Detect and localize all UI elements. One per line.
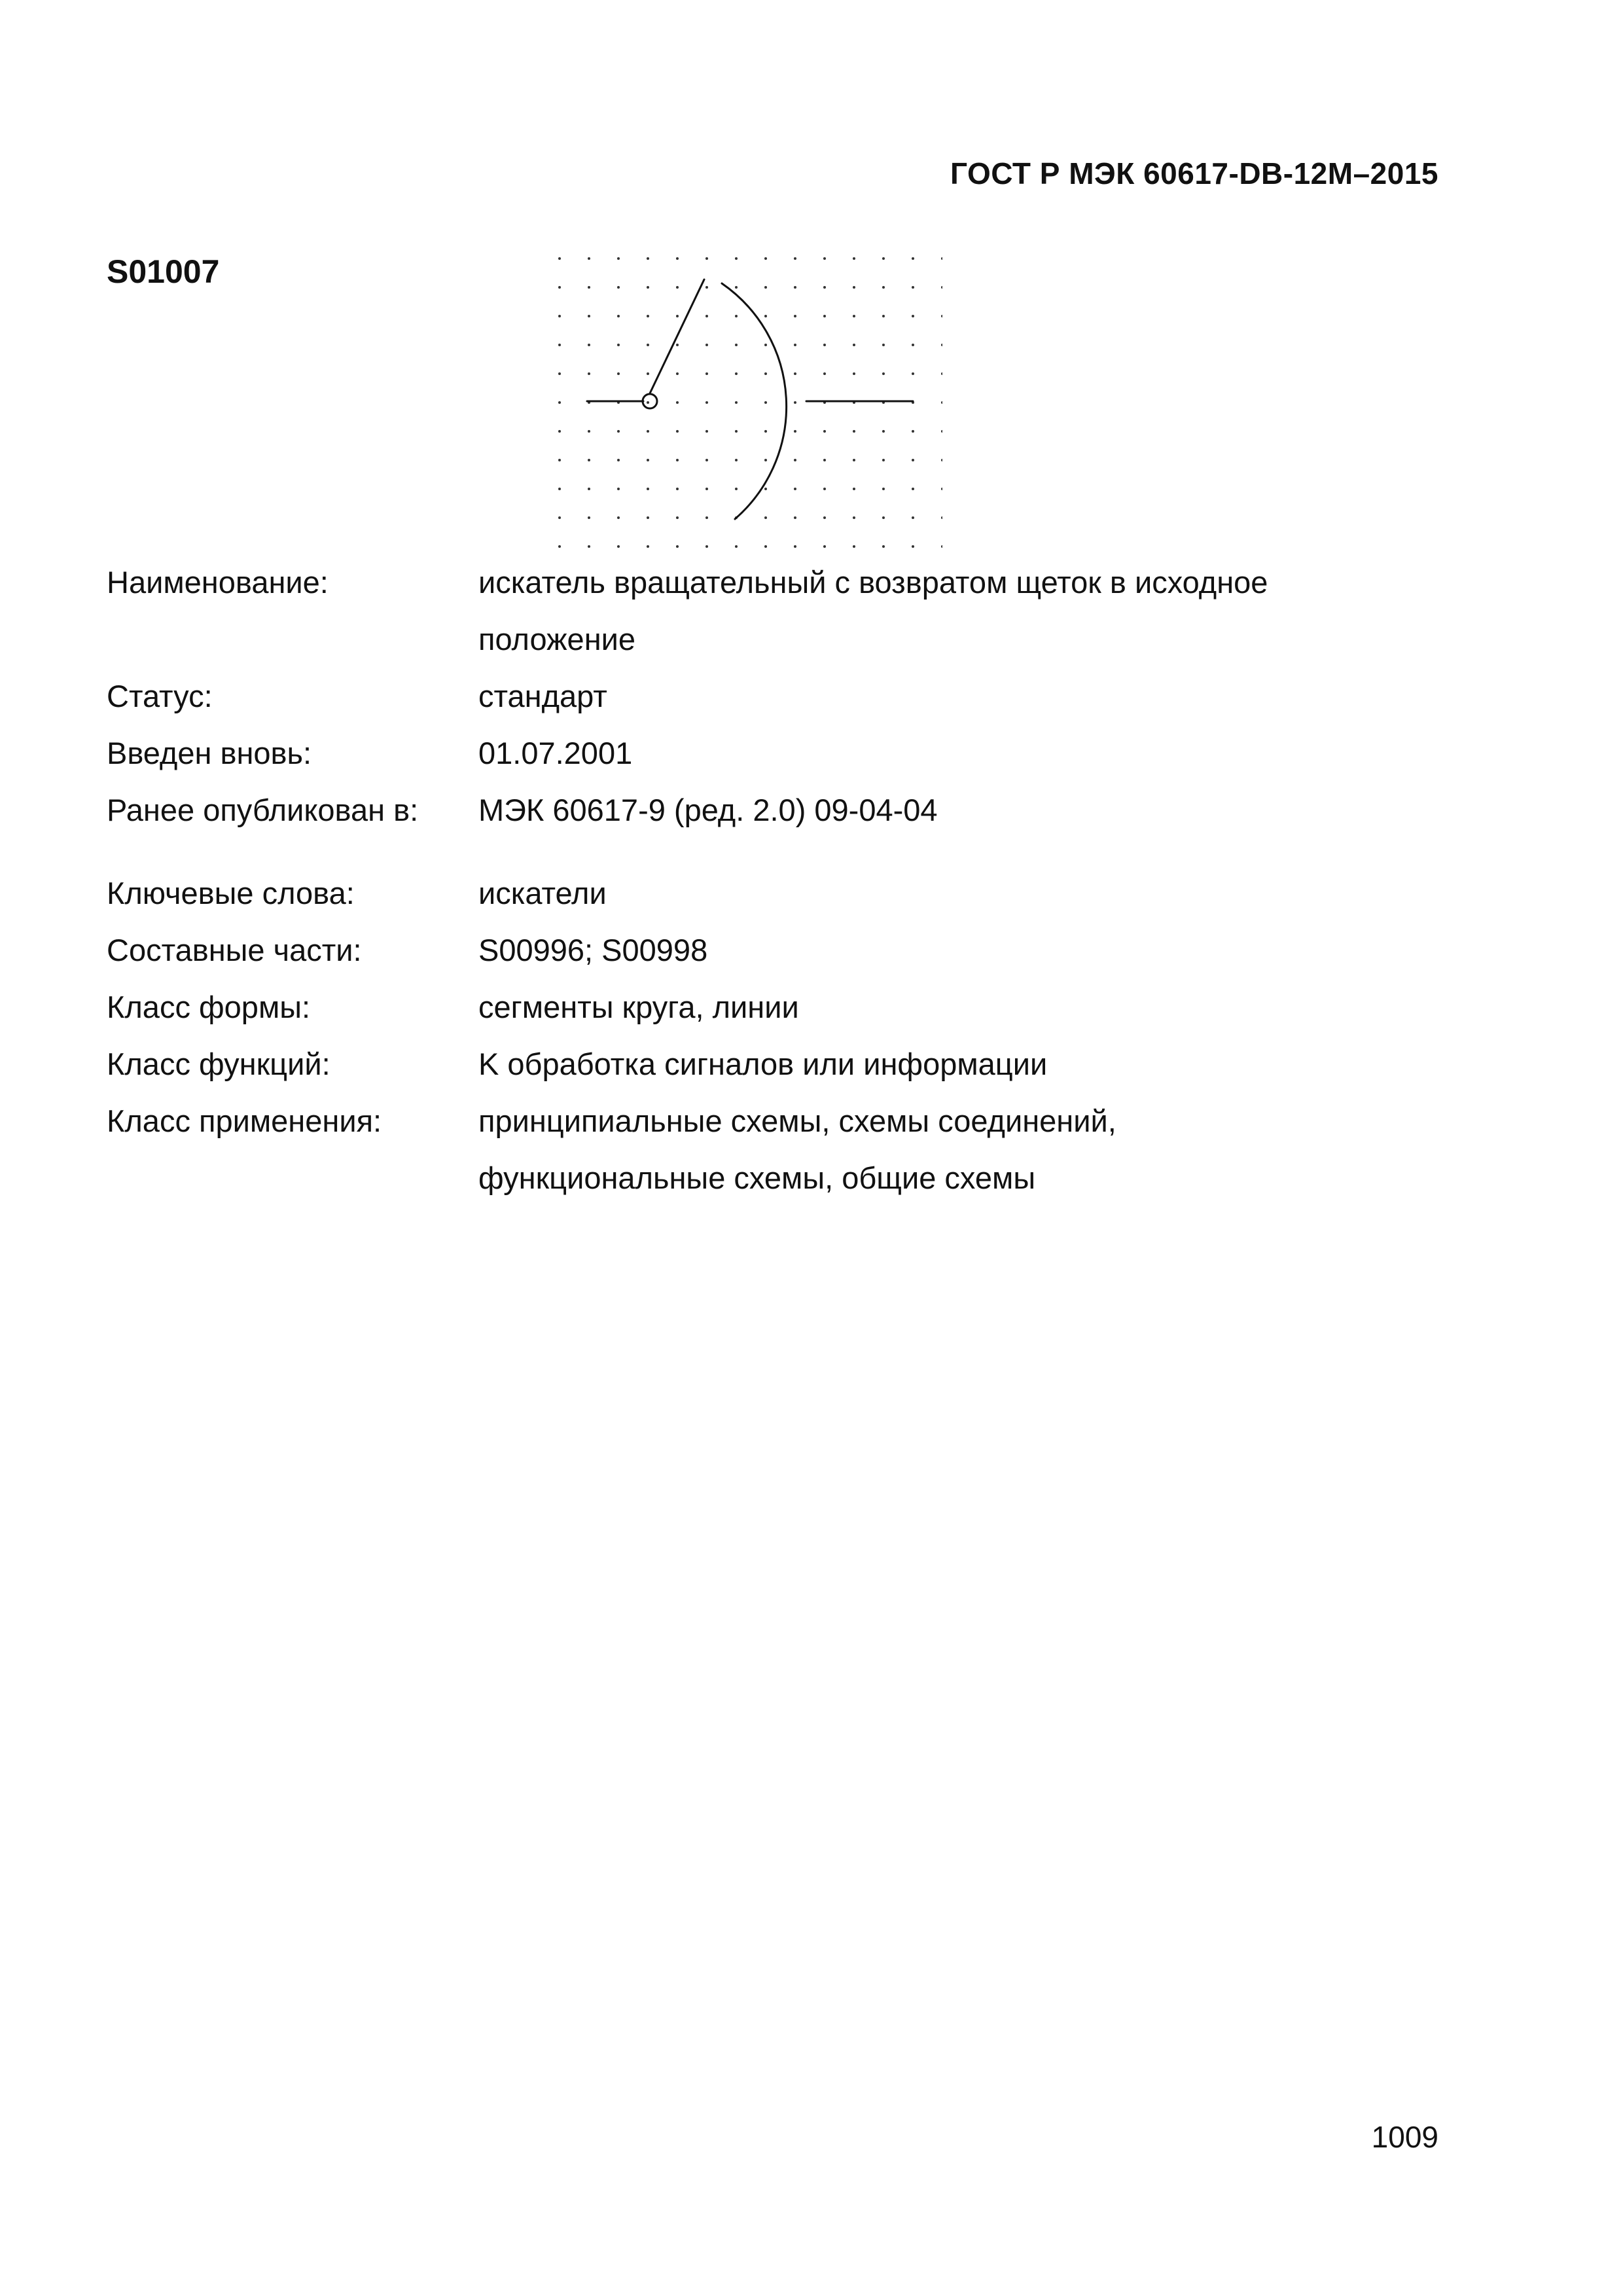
grid-dot <box>853 372 855 375</box>
grid-dot <box>941 488 942 490</box>
grid-dot <box>588 545 590 548</box>
grid-dot <box>794 286 796 289</box>
grid-dot <box>705 430 708 433</box>
grid-dot <box>882 372 885 375</box>
grid-dot <box>705 286 708 289</box>
grid-dot <box>676 344 679 346</box>
grid-dot <box>676 257 679 260</box>
field-value-line: искатель вращательный с возвратом щеток в исходное <box>478 565 1268 600</box>
field-label: Класс формы: <box>107 990 311 1024</box>
grid-dot <box>617 344 620 346</box>
grid-dot <box>823 315 826 317</box>
grid-dot <box>764 372 767 375</box>
grid-dot <box>676 372 679 375</box>
field-label: Класс функций: <box>107 1047 330 1081</box>
grid-dot <box>764 488 767 490</box>
grid-dot <box>912 545 914 548</box>
symbol-id: S01007 <box>107 253 220 290</box>
field-value <box>478 865 1460 922</box>
grid-dot <box>617 545 620 548</box>
grid-dot <box>882 315 885 317</box>
grid-dot <box>764 315 767 317</box>
grid-dot <box>823 488 826 490</box>
grid-dot <box>705 516 708 519</box>
pivot-circle <box>643 394 657 408</box>
field-value-line: 01.07.2001 <box>478 736 633 770</box>
grid-dot <box>823 257 826 260</box>
grid-dot <box>882 488 885 490</box>
grid-dot <box>882 344 885 346</box>
grid-dot <box>912 344 914 346</box>
grid-dot <box>735 372 738 375</box>
grid-dot <box>676 430 679 433</box>
grid-dot <box>794 488 796 490</box>
grid-dot <box>676 286 679 289</box>
grid-dot <box>676 459 679 461</box>
symbol-graphic <box>550 249 942 556</box>
grid-dot <box>705 488 708 490</box>
grid-dot <box>853 459 855 461</box>
grid-dot <box>794 401 796 404</box>
grid-dot <box>735 545 738 548</box>
grid-dot <box>705 315 708 317</box>
field-value <box>478 554 1460 668</box>
grid-dot <box>735 315 738 317</box>
grid-dot <box>558 315 561 317</box>
grid-dot <box>882 257 885 260</box>
grid-dot <box>705 401 708 404</box>
grid-dot <box>705 372 708 375</box>
grid-dot <box>558 372 561 375</box>
field-value-line: S00996; S00998 <box>478 933 708 967</box>
grid-dot <box>941 257 942 260</box>
grid-dot <box>912 459 914 461</box>
grid-dot <box>853 257 855 260</box>
grid-dot <box>764 459 767 461</box>
grid-dot <box>558 257 561 260</box>
grid-dot <box>882 516 885 519</box>
field-value-line: положение <box>478 622 636 656</box>
wiper-arm-line <box>650 279 704 393</box>
grid-dot <box>676 545 679 548</box>
grid-dot <box>647 344 649 346</box>
grid-dot <box>558 430 561 433</box>
grid-dot <box>588 344 590 346</box>
standard-code: ГОСТ Р МЭК 60617-DB-12M–2015 <box>950 156 1438 190</box>
grid-dot <box>823 430 826 433</box>
grid-dot <box>823 372 826 375</box>
grid-dot <box>823 516 826 519</box>
grid-dot <box>735 430 738 433</box>
grid-dot <box>705 545 708 548</box>
grid-dot <box>617 286 620 289</box>
grid-dot <box>647 516 649 519</box>
field-value <box>478 1035 1460 1092</box>
grid-dot <box>558 545 561 548</box>
grid-dot <box>823 344 826 346</box>
grid-dot <box>941 430 942 433</box>
grid-dot <box>735 344 738 346</box>
grid-dot <box>941 286 942 289</box>
grid-dot <box>647 401 649 404</box>
grid-dot <box>617 257 620 260</box>
grid-dot <box>853 545 855 548</box>
grid-dot <box>853 315 855 317</box>
grid-dot <box>794 257 796 260</box>
grid-dot <box>912 257 914 260</box>
grid-dot <box>794 459 796 461</box>
grid-dot <box>853 488 855 490</box>
grid-dot <box>882 430 885 433</box>
grid-dot <box>794 344 796 346</box>
grid-dot <box>588 372 590 375</box>
grid-dot <box>588 430 590 433</box>
field-value <box>478 922 1460 978</box>
grid-dot <box>676 315 679 317</box>
grid-dot <box>794 315 796 317</box>
field-label: Класс применения: <box>107 1103 382 1138</box>
grid-dot <box>823 459 826 461</box>
grid-dot <box>853 286 855 289</box>
grid-dot <box>735 401 738 404</box>
grid-dot <box>912 430 914 433</box>
grid-dot <box>558 344 561 346</box>
field-label: Ключевые слова: <box>107 876 355 910</box>
grid-dot <box>882 459 885 461</box>
grid-dot <box>882 545 885 548</box>
grid-dot <box>941 516 942 519</box>
grid-dot <box>617 459 620 461</box>
grid-dot <box>617 372 620 375</box>
grid-dot <box>941 459 942 461</box>
field-value-line: МЭК 60617-9 (ред. 2.0) 09-04-04 <box>478 793 938 827</box>
grid-dot <box>735 257 738 260</box>
grid-dot <box>558 286 561 289</box>
field-value-line: стандарт <box>478 679 607 713</box>
field-value-line: искатели <box>478 876 607 910</box>
field-label: Статус: <box>107 679 213 713</box>
grid-dot <box>912 286 914 289</box>
grid-dot <box>853 430 855 433</box>
grid-dot <box>647 430 649 433</box>
field-label: Введен вновь: <box>107 736 312 770</box>
grid-dot <box>588 286 590 289</box>
grid-dot <box>764 545 767 548</box>
grid-dot <box>588 459 590 461</box>
grid-dot <box>941 315 942 317</box>
grid-dot <box>676 401 679 404</box>
grid-dot <box>647 286 649 289</box>
field-value <box>478 1092 1460 1206</box>
grid-dot <box>794 545 796 548</box>
grid-dot <box>617 488 620 490</box>
field-value <box>478 725 1460 781</box>
page-number: 1009 <box>1371 2120 1438 2154</box>
grid-dot <box>794 430 796 433</box>
grid-dot <box>558 516 561 519</box>
grid-dot <box>647 372 649 375</box>
grid-dot <box>764 286 767 289</box>
grid-dot <box>558 459 561 461</box>
grid-dot <box>588 488 590 490</box>
grid-dot <box>764 257 767 260</box>
grid-dot <box>764 516 767 519</box>
grid-dot <box>853 516 855 519</box>
grid-dot <box>912 516 914 519</box>
grid-dot <box>941 401 942 404</box>
field-value-line: K обработка сигналов или информации <box>478 1047 1048 1081</box>
grid-dot <box>882 286 885 289</box>
field-label: Составные части: <box>107 933 362 967</box>
grid-dot <box>647 257 649 260</box>
grid-dot <box>676 488 679 490</box>
grid-dot <box>794 372 796 375</box>
field-value-line: функциональные схемы, общие схемы <box>478 1160 1036 1195</box>
grid-dot <box>735 488 738 490</box>
field-label: Ранее опубликован в: <box>107 793 419 827</box>
grid-dot <box>617 315 620 317</box>
grid-dot <box>823 545 826 548</box>
field-value <box>478 978 1460 1035</box>
grid-dot <box>647 545 649 548</box>
grid-dot <box>647 459 649 461</box>
grid-dot <box>647 315 649 317</box>
grid-dot <box>705 459 708 461</box>
grid-dot <box>617 430 620 433</box>
field-value-line: сегменты круга, линии <box>478 990 799 1024</box>
grid-dot <box>764 401 767 404</box>
grid-dot <box>764 430 767 433</box>
grid-dot <box>853 344 855 346</box>
grid-dot <box>794 516 796 519</box>
grid-dot <box>735 459 738 461</box>
grid-dot <box>912 315 914 317</box>
grid-dot <box>558 488 561 490</box>
field-label: Наименование: <box>107 565 329 600</box>
contact-arc <box>722 283 787 519</box>
grid-dot <box>941 545 942 548</box>
grid-dot <box>764 344 767 346</box>
grid-dot <box>912 488 914 490</box>
grid-dot <box>912 372 914 375</box>
grid-dot <box>588 315 590 317</box>
grid-dot <box>735 286 738 289</box>
grid-dot <box>705 257 708 260</box>
grid-dot <box>588 516 590 519</box>
grid-dot <box>705 344 708 346</box>
grid-dot <box>823 286 826 289</box>
grid-dot <box>941 372 942 375</box>
grid-dot <box>588 257 590 260</box>
grid-dot <box>558 401 561 404</box>
field-value <box>478 668 1460 725</box>
grid-dot <box>941 344 942 346</box>
grid-dot <box>676 516 679 519</box>
field-value-line: принципиальные схемы, схемы соединений, <box>478 1103 1116 1138</box>
field-value <box>478 781 1460 838</box>
grid-dot <box>647 488 649 490</box>
grid-dot <box>617 516 620 519</box>
